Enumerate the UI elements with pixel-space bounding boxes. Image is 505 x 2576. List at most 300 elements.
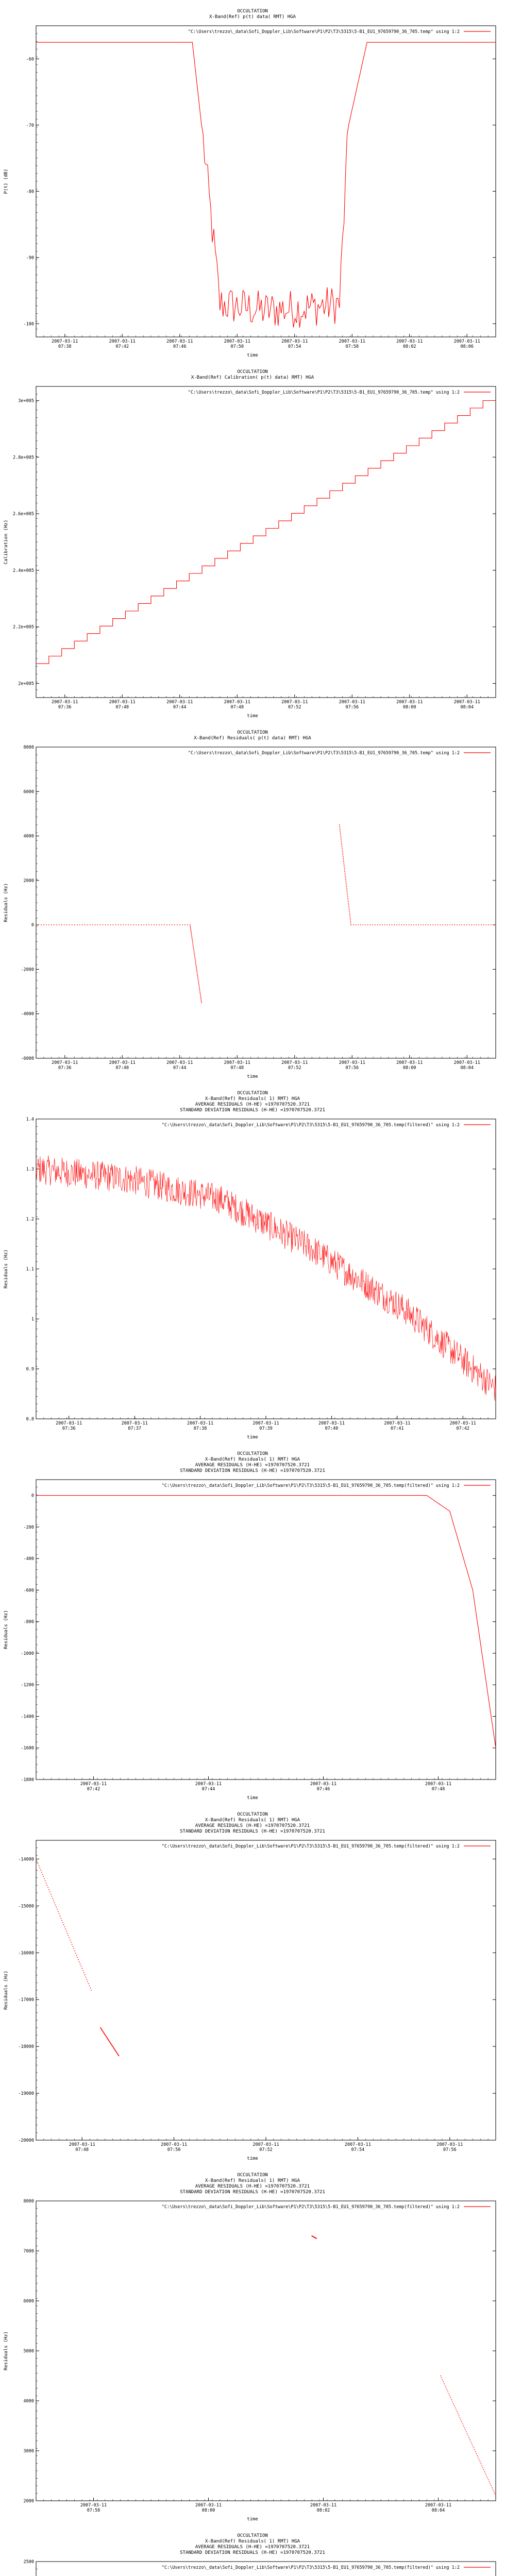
x-axis-label: time <box>247 1795 258 1801</box>
data-point <box>342 850 343 851</box>
data-point <box>166 924 167 925</box>
data-point <box>38 924 39 925</box>
data-point <box>179 924 180 925</box>
data-point <box>469 2439 470 2441</box>
data-point <box>452 924 453 925</box>
data-point <box>495 924 496 925</box>
data-point <box>435 924 436 925</box>
plot-frame <box>36 2201 496 2501</box>
data-point <box>196 969 197 970</box>
y-tick-label: -15000 <box>18 1904 34 1909</box>
x-tick-label: 08:06 <box>460 344 474 349</box>
x-tick-label: 2007-03-11 <box>453 1060 480 1065</box>
x-tick-label: 07:42 <box>456 1426 470 1431</box>
data-point <box>342 848 343 849</box>
data-point <box>449 2395 450 2396</box>
data-point <box>192 937 193 938</box>
legend-label: "C:\Users\trezzo\_data\Sofi_Doppler_Lib\Software\P1\P2\T3\5315\5-B1_EU1_97659790_36_705.temp(filtered)" using 1:2 <box>161 1483 460 1488</box>
data-point <box>49 1891 50 1892</box>
x-tick-label: 08:02 <box>316 2508 330 2513</box>
data-point <box>61 1920 62 1921</box>
data-point <box>72 924 73 925</box>
data-point <box>461 2421 462 2422</box>
data-point <box>476 2453 477 2454</box>
data-point <box>201 999 202 1001</box>
data-point <box>43 924 44 925</box>
chart-title-line: AVERAGE RESIDUALS (H-HE) =1970707520.3721 <box>195 1463 310 1468</box>
data-point <box>191 932 192 933</box>
data-point <box>386 924 388 925</box>
chart-title-line: OCCULTATION <box>237 369 268 375</box>
data-point <box>344 865 345 866</box>
data-point <box>196 970 197 971</box>
x-tick-label: 07:37 <box>128 1426 141 1431</box>
data-point <box>375 924 376 925</box>
data-point <box>484 2471 485 2472</box>
data-point <box>43 1876 44 1877</box>
data-point <box>348 900 349 901</box>
data-point <box>199 992 200 993</box>
data-point <box>196 966 197 967</box>
x-tick-label: 07:56 <box>345 1065 359 1071</box>
data-point <box>73 1946 74 1947</box>
data-point <box>38 1863 39 1864</box>
data-point <box>193 951 194 952</box>
y-tick-label: -1000 <box>21 1651 34 1656</box>
data-point <box>141 924 142 925</box>
data-point <box>463 2426 464 2427</box>
data-point <box>97 924 98 925</box>
x-tick-label: 2007-03-11 <box>161 2142 188 2147</box>
data-point <box>143 924 144 925</box>
data-point <box>196 967 197 968</box>
y-axis-label: Residuals (Hz) <box>4 1249 9 1289</box>
x-tick-label: 07:44 <box>173 705 187 710</box>
chart-panel-7 <box>0 2164 505 2524</box>
data-point <box>42 1874 43 1875</box>
plot-frame <box>36 26 496 337</box>
data-point <box>341 843 342 844</box>
data-point <box>389 924 390 925</box>
data-point <box>174 924 175 925</box>
data-point <box>85 1977 86 1978</box>
x-axis-label: time <box>247 353 258 358</box>
data-point <box>448 2394 449 2395</box>
data-point <box>119 2055 120 2056</box>
x-tick-label: 07:40 <box>325 1426 339 1431</box>
data-point <box>195 963 196 964</box>
legend-label: "C:\Users\trezzo\_data\Sofi_Doppler_Lib\Software\P1\P2\T3\5315\5-B1_EU1_97659790_36_705.temp" using 1:2 <box>188 29 460 35</box>
data-point <box>105 924 106 925</box>
y-tick-label: -600 <box>23 1588 34 1594</box>
data-point <box>200 998 201 999</box>
data-point <box>74 1951 75 1952</box>
x-tick-label: 07:41 <box>391 1426 404 1431</box>
x-tick-label: 08:04 <box>460 1065 474 1071</box>
y-tick-label: 1.3 <box>26 1167 34 1172</box>
y-tick-label: 8000 <box>23 2199 34 2204</box>
data-point <box>87 1981 88 1982</box>
data-point <box>184 924 186 925</box>
data-point <box>344 871 345 872</box>
data-point <box>48 1889 49 1890</box>
x-tick-label: 07:50 <box>230 344 244 349</box>
data-point <box>159 924 160 925</box>
data-point <box>356 924 357 925</box>
data-point <box>447 2392 448 2393</box>
x-tick-label: 07:36 <box>58 1065 72 1071</box>
x-tick-label: 2007-03-11 <box>252 2142 279 2147</box>
data-point <box>60 1916 61 1917</box>
data-point <box>198 983 199 984</box>
chart-title-line: OCCULTATION <box>237 1091 268 1096</box>
data-point <box>340 833 341 834</box>
data-point <box>481 924 482 925</box>
data-point <box>82 924 83 925</box>
data-point <box>341 844 342 845</box>
x-tick-label: 08:04 <box>431 2508 445 2513</box>
y-tick-label: -17000 <box>18 1997 34 2003</box>
y-tick-label: -6000 <box>21 1056 34 1061</box>
x-tick-label: 2007-03-11 <box>310 2503 337 2508</box>
x-tick-label: 07:46 <box>173 344 187 349</box>
data-point <box>347 891 348 892</box>
data-point <box>148 924 149 925</box>
data-point <box>69 924 70 925</box>
x-tick-label: 2007-03-11 <box>69 2142 95 2147</box>
data-point <box>195 958 196 959</box>
data-point <box>340 831 341 832</box>
legend-label: "C:\Users\trezzo\_data\Sofi_Doppler_Lib\Software\P1\P2\T3\5315\5-B1_EU1_97659790_36_705.temp(filtered)" using 1:2 <box>161 1844 460 1849</box>
y-tick-label: 8000 <box>23 745 34 750</box>
data-point <box>53 1900 54 1901</box>
y-tick-label: -80 <box>26 189 34 195</box>
data-point <box>187 924 188 925</box>
data-point <box>39 1865 40 1866</box>
legend-label: "C:\Users\trezzo\_data\Sofi_Doppler_Lib\Software\P1\P2\T3\5315\5-B1_EU1_97659790_36_705.temp(filtered)" using 1:2 <box>161 2565 460 2570</box>
y-tick-label: 2.6e+005 <box>13 512 34 517</box>
data-point <box>191 931 192 932</box>
chart-title-line: X-Band(Ref) Residuals( 1) RMT) HGA <box>205 1096 300 1101</box>
x-tick-label: 2007-03-11 <box>109 1060 136 1065</box>
chart-title-line: AVERAGE RESIDUALS (H-HE) =1970707520.3721 <box>195 2184 310 2189</box>
chart-panel-1 <box>0 0 505 361</box>
data-point <box>346 885 347 886</box>
data-point <box>346 886 347 887</box>
x-tick-label: 2007-03-11 <box>109 339 136 344</box>
x-tick-label: 07:38 <box>193 1426 207 1431</box>
data-point <box>41 1872 42 1873</box>
data-point <box>464 924 465 925</box>
x-tick-label: 07:58 <box>87 2508 100 2513</box>
data-point <box>41 924 42 925</box>
chart-title-line: STANDARD DEVIATION RESIDUALS (H-HE) =1970707520.3721 <box>180 1829 325 1834</box>
data-point <box>86 1979 87 1980</box>
x-tick-label: 07:36 <box>58 705 72 710</box>
y-tick-label: -16000 <box>18 1951 34 1956</box>
x-tick-label: 2007-03-11 <box>436 2142 463 2147</box>
y-tick-label: 4000 <box>23 2399 34 2404</box>
data-point <box>363 924 364 925</box>
x-tick-label: 07:58 <box>345 344 359 349</box>
data-point <box>492 2487 493 2488</box>
x-tick-label: 07:40 <box>115 705 129 710</box>
x-tick-label: 07:54 <box>288 344 301 349</box>
data-point <box>459 924 460 925</box>
x-tick-label: 07:52 <box>288 1065 301 1071</box>
data-point <box>130 924 131 925</box>
data-point <box>339 826 340 827</box>
plot-area <box>36 1496 496 1748</box>
y-tick-label: 2e+005 <box>18 681 34 687</box>
chart-title-line: OCCULTATION <box>237 9 268 14</box>
data-point <box>443 2381 444 2382</box>
x-tick-label: 2007-03-11 <box>195 1782 222 1787</box>
data-point <box>477 2455 478 2456</box>
data-point <box>495 2495 496 2496</box>
chart-title-line: STANDARD DEVIATION RESIDUALS (H-HE) =1970707520.3721 <box>180 1108 325 1113</box>
data-point <box>349 913 350 914</box>
y-tick-label: 4000 <box>23 834 34 839</box>
data-point <box>198 986 199 987</box>
data-point <box>195 961 196 962</box>
chart-panel-5 <box>0 1443 505 1803</box>
data-point <box>343 856 344 857</box>
x-tick-label: 07:36 <box>62 1426 76 1431</box>
data-point <box>346 889 347 890</box>
data-point <box>471 924 472 925</box>
data-point <box>345 874 346 875</box>
data-point <box>40 1870 41 1871</box>
data-point <box>192 939 193 940</box>
y-axis-label: P(t) (dB) <box>4 168 9 194</box>
data-point <box>452 2401 453 2402</box>
data-point <box>39 1867 40 1868</box>
x-tick-label: 07:42 <box>115 344 129 349</box>
x-tick-label: 07:52 <box>259 2147 273 2153</box>
x-tick-label: 2007-03-11 <box>80 1782 107 1787</box>
data-point <box>468 2435 469 2436</box>
data-point <box>198 979 199 980</box>
data-point <box>113 924 114 925</box>
chart-title-line: STANDARD DEVIATION RESIDUALS (H-HE) =1970707520.3721 <box>180 2190 325 2195</box>
data-point <box>190 926 191 927</box>
chart-title-line: AVERAGE RESIDUALS (H-HE) =1970707520.3721 <box>195 1823 310 1828</box>
series-line <box>36 42 496 328</box>
plot-area <box>36 1156 496 1401</box>
data-point <box>316 2238 317 2239</box>
data-point <box>474 924 475 925</box>
data-point <box>36 924 37 925</box>
y-tick-label: 0 <box>31 923 34 928</box>
data-point <box>79 924 80 925</box>
data-point <box>199 987 200 988</box>
data-point <box>478 924 479 925</box>
data-point <box>349 916 350 917</box>
data-point <box>47 1885 48 1886</box>
data-point <box>347 893 348 894</box>
data-point <box>51 924 52 925</box>
x-tick-label: 2007-03-11 <box>396 700 423 705</box>
data-point <box>57 1909 58 1910</box>
data-point <box>61 924 62 925</box>
data-point <box>458 2413 459 2414</box>
x-tick-label: 2007-03-11 <box>56 1421 82 1426</box>
data-point <box>123 924 124 925</box>
plot-frame <box>36 747 496 1058</box>
data-point <box>76 1955 77 1956</box>
data-point <box>36 1859 37 1860</box>
data-point <box>394 924 395 925</box>
data-point <box>349 911 350 912</box>
data-point <box>437 924 439 925</box>
x-tick-label: 07:48 <box>75 2147 89 2153</box>
data-point <box>468 2437 469 2438</box>
data-point <box>399 924 400 925</box>
y-tick-label: 2000 <box>23 2499 34 2504</box>
data-point <box>45 1880 46 1882</box>
x-tick-label: 07:38 <box>58 344 72 349</box>
x-tick-label: 07:39 <box>259 1426 273 1431</box>
chart-title-line: STANDARD DEVIATION RESIDUALS (H-HE) =1970707520.3721 <box>180 1468 325 1473</box>
x-tick-label: 2007-03-11 <box>109 700 136 705</box>
data-point <box>442 2379 443 2380</box>
data-point <box>447 924 448 925</box>
data-point <box>372 924 373 925</box>
y-axis-label: Residuals (Hz) <box>4 883 9 922</box>
x-tick-label: 2007-03-11 <box>339 1060 365 1065</box>
data-point <box>445 924 446 925</box>
x-tick-label: 07:42 <box>87 1787 100 1792</box>
y-tick-label: -1600 <box>21 1745 34 1751</box>
chart-title-line: X-Band(Ref) Residuals( 1) RMT) HGA <box>205 1457 300 1462</box>
data-point <box>342 851 343 852</box>
x-tick-label: 2007-03-11 <box>281 700 308 705</box>
x-tick-label: 07:40 <box>115 1065 129 1071</box>
x-tick-label: 08:02 <box>402 344 416 349</box>
data-point <box>349 909 350 910</box>
x-tick-label: 2007-03-11 <box>318 1421 345 1426</box>
y-tick-label: -60 <box>26 57 34 62</box>
data-point <box>199 989 200 990</box>
data-point <box>370 924 371 925</box>
x-tick-label: 07:56 <box>345 705 359 710</box>
data-point <box>483 2469 484 2470</box>
data-point <box>56 924 57 925</box>
data-point <box>191 935 192 936</box>
data-point <box>472 2444 473 2445</box>
data-point <box>154 924 155 925</box>
y-tick-label: 6000 <box>23 789 34 795</box>
data-point <box>87 924 88 925</box>
data-point <box>379 924 380 925</box>
x-tick-label: 2007-03-11 <box>52 700 78 705</box>
series-line <box>36 1156 496 1401</box>
data-point <box>200 993 201 994</box>
y-tick-label: -90 <box>26 255 34 261</box>
x-tick-label: 2007-03-11 <box>396 339 423 344</box>
data-point <box>64 924 65 925</box>
x-tick-label: 2007-03-11 <box>52 1060 78 1065</box>
data-point <box>193 946 194 947</box>
data-point <box>44 1878 45 1879</box>
data-point <box>80 1963 81 1964</box>
x-tick-label: 08:00 <box>402 705 416 710</box>
data-point <box>125 924 126 925</box>
data-point <box>194 954 195 955</box>
data-point <box>342 846 343 847</box>
data-point <box>79 1961 80 1962</box>
data-point <box>73 1948 74 1950</box>
plot-area <box>36 42 496 328</box>
data-point <box>441 2378 442 2379</box>
data-point <box>348 903 349 904</box>
data-point <box>195 962 196 963</box>
plot-area <box>311 2235 496 2496</box>
chart-panel-6 <box>0 1803 505 2164</box>
data-point <box>348 908 349 909</box>
data-point <box>444 2383 445 2384</box>
y-tick-label: -200 <box>23 1524 34 1530</box>
x-tick-label: 2007-03-11 <box>80 2503 107 2508</box>
data-point <box>367 924 368 925</box>
data-point <box>476 924 477 925</box>
data-point <box>191 936 192 937</box>
data-point <box>177 924 178 925</box>
data-point <box>343 859 344 860</box>
data-point <box>195 964 196 965</box>
x-axis-label: time <box>247 1074 258 1079</box>
data-point <box>56 1907 57 1908</box>
chart-panel-2 <box>0 361 505 721</box>
data-point <box>365 924 366 925</box>
data-point <box>200 997 201 998</box>
data-point <box>455 2408 456 2409</box>
x-tick-label: 2007-03-11 <box>310 1782 337 1787</box>
data-point <box>83 1972 85 1973</box>
data-point <box>459 2415 460 2416</box>
data-point <box>47 1887 48 1888</box>
data-point <box>358 924 359 925</box>
data-point <box>344 870 345 871</box>
data-point <box>450 2397 451 2398</box>
data-point <box>199 991 200 992</box>
data-point <box>95 924 96 925</box>
y-tick-label: 1.2 <box>26 1217 34 1222</box>
x-tick-label: 07:48 <box>431 1787 445 1792</box>
x-tick-label: 2007-03-11 <box>224 700 250 705</box>
data-point <box>201 1002 202 1003</box>
data-point <box>74 924 75 925</box>
data-point <box>50 1893 52 1894</box>
x-tick-label: 2007-03-11 <box>195 2503 222 2508</box>
data-point <box>377 924 378 925</box>
data-point <box>164 924 165 925</box>
data-point <box>121 924 122 925</box>
data-point <box>466 2431 467 2432</box>
data-point <box>478 2458 479 2459</box>
y-tick-label: -1200 <box>21 1683 34 1688</box>
data-point <box>194 956 195 957</box>
data-point <box>199 988 200 989</box>
data-point <box>494 2494 495 2495</box>
data-point <box>487 2478 488 2479</box>
data-point <box>401 924 402 925</box>
data-point <box>72 1944 73 1945</box>
data-point <box>460 2419 461 2420</box>
chart-title-line: OCCULTATION <box>237 730 268 735</box>
data-point <box>341 841 342 842</box>
